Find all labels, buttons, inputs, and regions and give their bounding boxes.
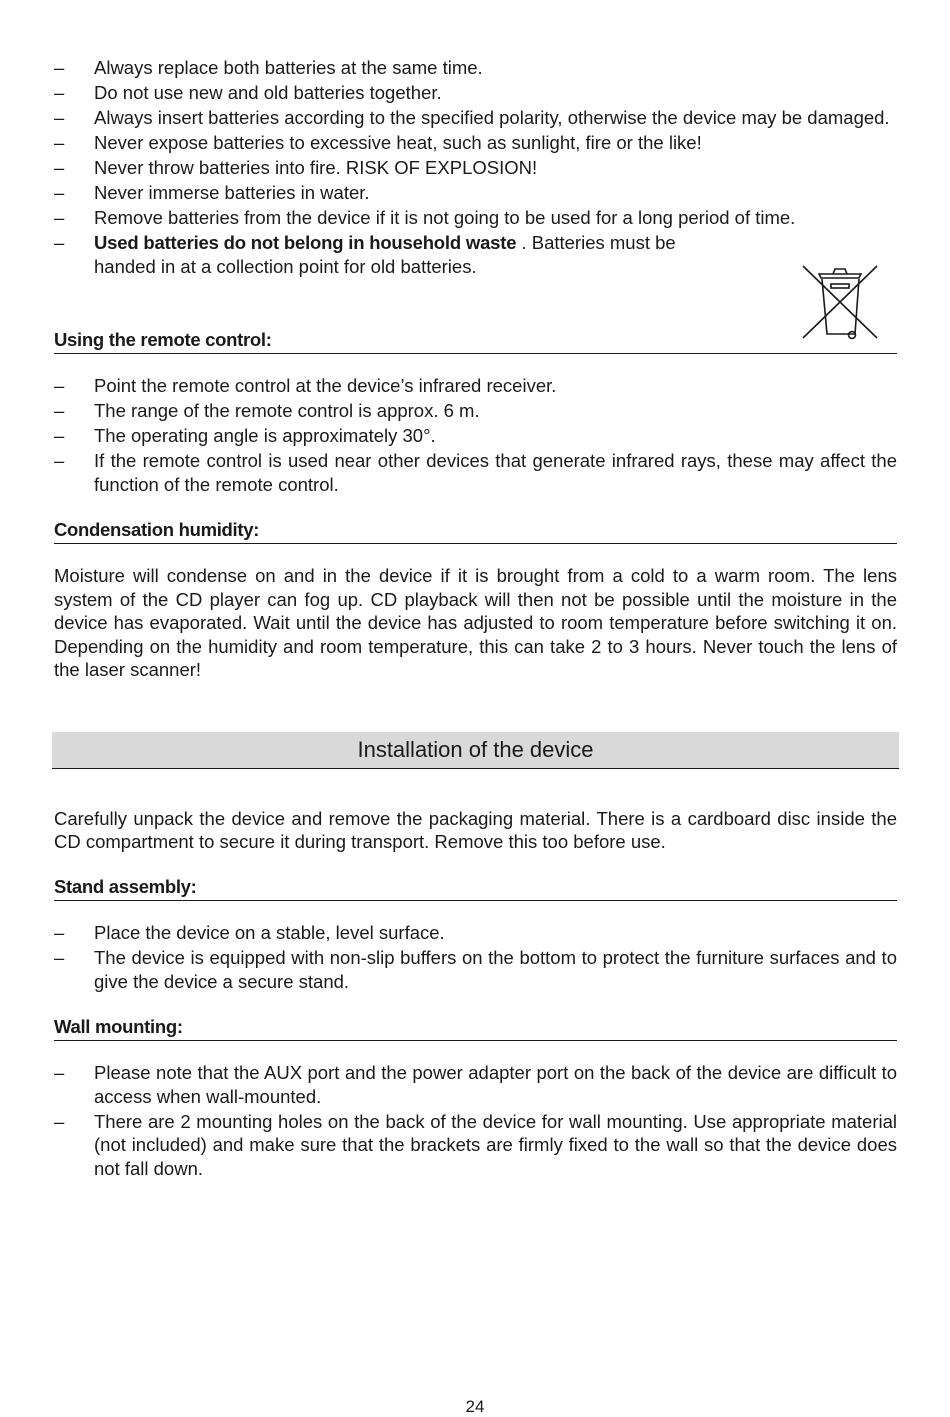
- list-item: – Place the device on a stable, level surface.: [54, 921, 897, 945]
- crossed-out-wheelie-bin-icon: [799, 262, 881, 342]
- list-item-disposal: [54, 231, 897, 278]
- list-item: – Never immerse batteries in water.: [54, 181, 897, 205]
- manual-page: [54, 56, 897, 1182]
- disposal-text: . Batteries must be: [516, 232, 676, 253]
- condensation-text: Moisture will condense on and in the device if it is brought from a cold to a warm room. The lens system of the CD player can fog up. CD playback will then not be possible until the moisture in the device has evaporated. Wait until the device has adjusted to room temperature before switching it on. Depending on the humidity and room temperature, this can take 2 to 3 hours. Never touch the lens of the laser scanner!: [54, 565, 897, 680]
- list-item: – Point the remote control at the device’s infrared receiver.: [54, 374, 897, 398]
- list-item: – There are 2 mounting holes on the back of the device for wall mounting. Use appropriate material (not included) and make sure that the brackets are firmly fixed to the wall so that the device does not fall down.: [54, 1110, 897, 1181]
- remote-heading: Using the remote control:: [54, 328, 897, 355]
- stand-heading: Stand assembly:: [54, 875, 897, 902]
- battery-list: [54, 56, 897, 278]
- list-item: – The operating angle is approximately 30°.: [54, 424, 897, 448]
- remote-list: [54, 374, 897, 496]
- battery-section: [54, 56, 897, 278]
- list-item: – The device is equipped with non-slip buffers on the bottom to protect the furniture surfaces and to give the device a secure stand.: [54, 946, 897, 993]
- list-item: – The range of the remote control is approx. 6 m.: [54, 399, 897, 423]
- installation-title: Installation of the device: [52, 732, 899, 769]
- list-item: – Never throw batteries into fire. RISK OF EXPLOSION!: [54, 156, 897, 180]
- disposal-text-line2: handed in at a collection point for old batteries.: [94, 255, 477, 277]
- condensation-heading: Condensation humidity:: [54, 518, 897, 545]
- disposal-warning: Used batteries do not belong in household waste: [94, 232, 517, 253]
- wall-heading: Wall mounting:: [54, 1015, 897, 1042]
- installation-text: Carefully unpack the device and remove the packaging material. There is a cardboard disc inside the CD compartment to secure it during transport. Remove this too before use.: [54, 807, 897, 852]
- list-item: – Remove batteries from the device if it is not going to be used for a long period of time.: [54, 206, 897, 230]
- page-number: 24: [465, 1397, 485, 1416]
- list-item: – Do not use new and old batteries together.: [54, 81, 897, 105]
- list-item: – If the remote control is used near other devices that generate infrared rays, these may affect the function of the remote control.: [54, 449, 897, 496]
- list-item: – Please note that the AUX port and the power adapter port on the back of the device are difficult to access when wall-mounted.: [54, 1061, 897, 1108]
- list-item: – Never expose batteries to excessive heat, such as sunlight, fire or the like!: [54, 131, 897, 155]
- list-item: – Always insert batteries according to the specified polarity, otherwise the device may be damaged.: [54, 106, 897, 130]
- list-item: – Always replace both batteries at the same time.: [54, 56, 897, 80]
- wall-list: [54, 1061, 897, 1180]
- stand-list: [54, 921, 897, 993]
